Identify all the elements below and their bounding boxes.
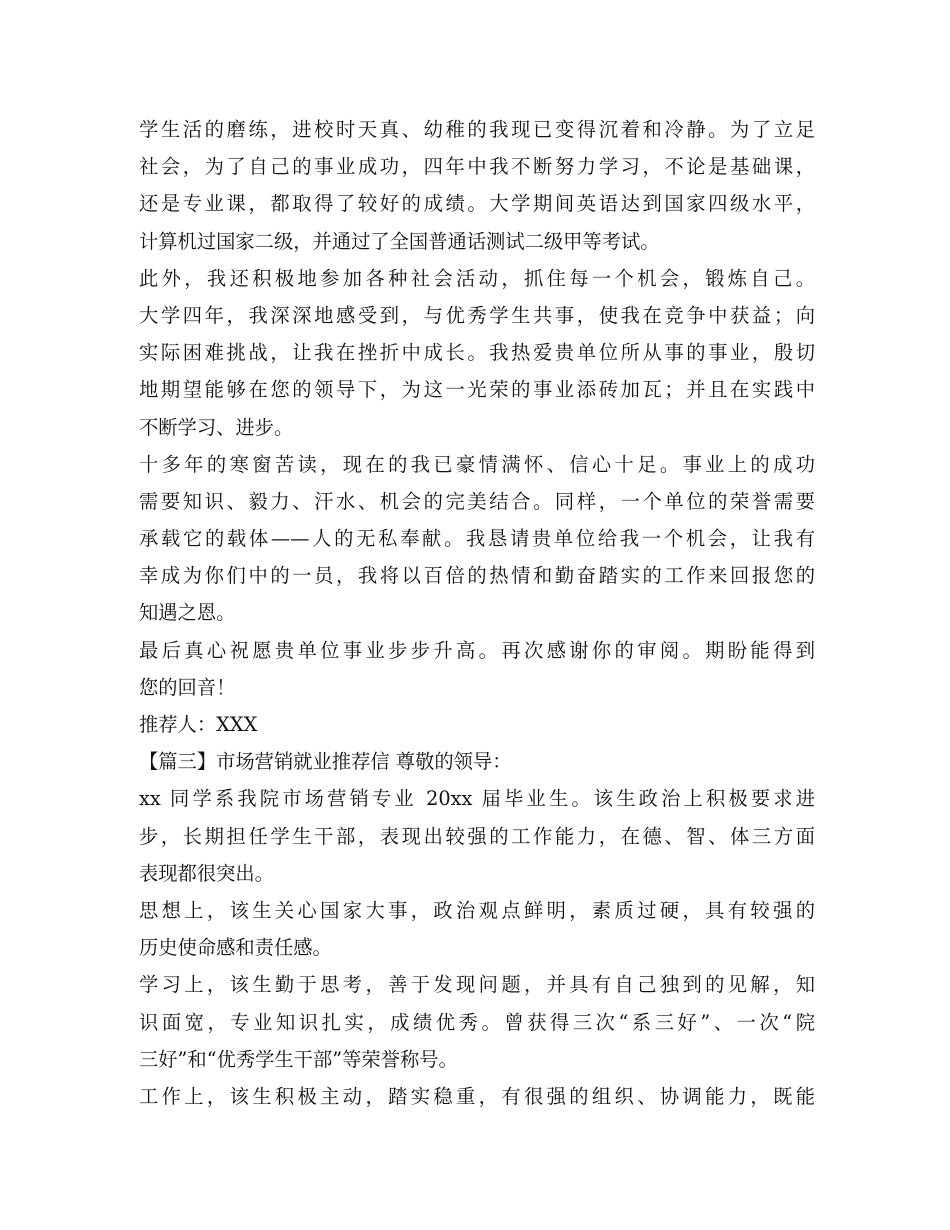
text-line: xx 同学系我院市场营销专业 20xx 届毕业生。该生政治上积极要求进 <box>139 787 815 811</box>
text-line: 历史使命感和责任感。 <box>139 936 332 960</box>
text-line: 您的回音！ <box>139 675 236 699</box>
text-line: 十多年的寒窗苦读，现在的我已豪情满怀、信心十足。事业上的成功 <box>139 452 815 476</box>
text-line: 步，长期担任学生干部，表现出较强的工作能力，在德、智、体三方面 <box>139 824 815 848</box>
text-line: 承载它的载体——人的无私奉献。我恳请贵单位给我一个机会，让我有 <box>139 527 815 551</box>
text-line: 此外，我还积极地参加各种社会活动，抓住每一个机会，锻炼自己。 <box>139 266 815 290</box>
text-line: 还是专业课，都取得了较好的成绩。大学期间英语达到国家四级水平， <box>139 192 815 216</box>
text-line: 最后真心祝愿贵单位事业步步升高。再次感谢你的审阅。期盼能得到 <box>139 638 815 662</box>
text-line: 学生活的磨练，进校时天真、幼稚的我现已变得沉着和冷静。为了立足 <box>139 118 815 141</box>
text-line: 社会，为了自己的事业成功，四年中我不断努力学习，不论是基础课， <box>139 155 815 179</box>
text-line: 知遇之恩。 <box>139 601 236 625</box>
text-line: 表现都很突出。 <box>139 861 274 885</box>
text-line: 需要知识、毅力、汗水、机会的完美结合。同样，一个单位的荣誉需要 <box>139 489 815 513</box>
text-line: 工作上，该生积极主动，踏实稳重，有很强的组织、协调能力，既能 <box>139 1084 815 1108</box>
text-line: 思想上，该生关心国家大事，政治观点鲜明，素质过硬，具有较强的 <box>139 898 815 922</box>
text-line: 计算机过国家二级，并通过了全国普通话测试二级甲等考试。 <box>139 229 660 253</box>
text-line: 地期望能够在您的领导下，为这一光荣的事业添砖加瓦；并且在实践中 <box>139 378 815 402</box>
text-line: 不断学习、进步。 <box>139 415 294 439</box>
text-line: 推荐人：XXX <box>139 713 258 736</box>
text-line: 学习上，该生勤于思考，善于发现问题，并具有自己独到的见解，知 <box>139 973 815 997</box>
text-line: 实际困难挑战，让我在挫折中成长。我热爱贵单位所从事的事业，殷切 <box>139 341 815 365</box>
text-line: 幸成为你们中的一员，我将以百倍的热情和勤奋踏实的工作来回报您的 <box>139 564 815 588</box>
section-heading: 【篇三】市场营销就业推荐信 尊敬的领导： <box>139 750 512 774</box>
text-line: 识面宽，专业知识扎实，成绩优秀。曾获得三次“系三好”、一次“院 <box>139 1010 815 1034</box>
text-line: 大学四年，我深深地感受到，与优秀学生共事，使我在竞争中获益；向 <box>139 303 815 327</box>
text-line: 三好”和“优秀学生干部”等荣誉称号。 <box>139 1047 458 1071</box>
document-page <box>139 111 815 1115</box>
